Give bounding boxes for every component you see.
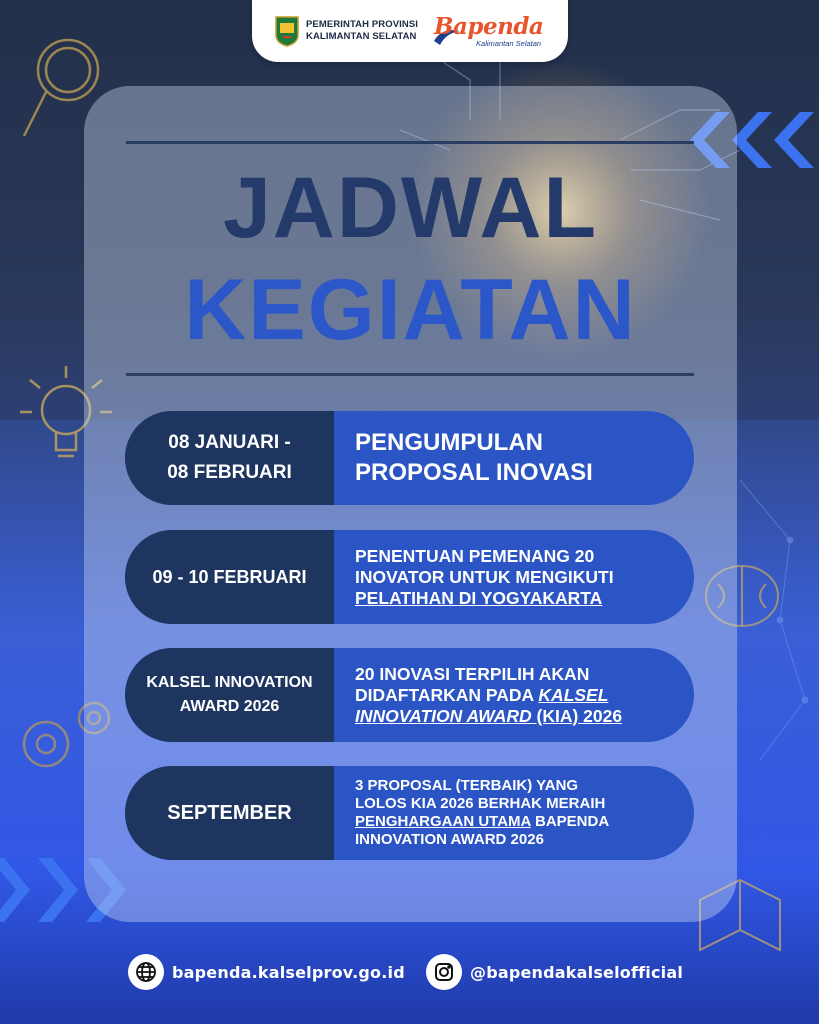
title-line-1: JADWAL — [222, 160, 599, 256]
bapenda-wordmark: Bapenda — [434, 13, 544, 40]
website-link[interactable] — [128, 953, 405, 991]
schedule-row-4 — [125, 766, 694, 860]
title-rule-bottom — [126, 373, 694, 376]
bapenda-logo — [434, 9, 554, 53]
schedule-desc-4-text-end: BAPENDA INNOVATION AWARD 2026 — [355, 813, 610, 848]
schedule-desc-2 — [334, 530, 694, 624]
globe-icon — [128, 954, 164, 990]
schedule-desc-3-text: 20 INOVASI TERPILIH AKAN DIDAFTARKAN PADA — [355, 663, 590, 705]
schedule-desc-4-text: 3 PROPOSAL (TERBAIK) YANG LOLOS KIA 2026 BERHAK MERAIH — [355, 777, 606, 812]
schedule-row-2 — [125, 530, 694, 624]
schedule-desc-4-underlined: PENGHARGAAN UTAMA — [355, 813, 531, 830]
government-name — [306, 19, 418, 43]
schedule-desc-1: PENGUMPULAN PROPOSAL INOVASI — [355, 429, 593, 486]
provincial-emblem-icon — [274, 15, 300, 47]
gov-line-1: PEMERINTAH PROVINSI — [306, 19, 419, 30]
gov-line-2: KALIMANTAN SELATAN — [306, 31, 417, 42]
instagram-text: @bapendakalselofficial — [470, 962, 684, 982]
schedule-desc-3-underlined: (KIA) 2026 — [531, 705, 623, 726]
schedule-date-3: KALSEL INNOVATION AWARD 2026 — [125, 648, 334, 742]
schedule-date-2: 09 - 10 FEBRUARI — [125, 530, 334, 624]
schedule-desc-3-italic-underlined: KALSEL INNOVATION AWARD — [355, 684, 609, 726]
schedule-desc-4 — [334, 766, 694, 860]
schedule-desc-2-underlined: PELATIHAN DI YOGYAKARTA — [355, 587, 603, 608]
schedule-desc-2-text: PENENTUAN PEMENANG 20 INOVATOR UNTUK MENGIKUTI — [355, 545, 614, 587]
instagram-icon — [426, 954, 462, 990]
schedule-row-1 — [125, 411, 694, 505]
schedule-desc-3 — [334, 648, 694, 742]
header-logo-bar — [252, 0, 568, 62]
bapenda-tagline: Kalimantan Selatan — [476, 39, 542, 48]
website-text: bapenda.kalselprov.go.id — [172, 962, 405, 982]
schedule-date-1: 08 JANUARI - 08 FEBRUARI — [125, 411, 334, 505]
instagram-link[interactable] — [426, 953, 683, 991]
title-rule-top — [126, 141, 694, 144]
schedule-date-4: SEPTEMBER — [125, 766, 334, 860]
schedule-row-3 — [125, 648, 694, 742]
title-line-2: KEGIATAN — [184, 262, 637, 358]
network-lines — [740, 480, 808, 760]
